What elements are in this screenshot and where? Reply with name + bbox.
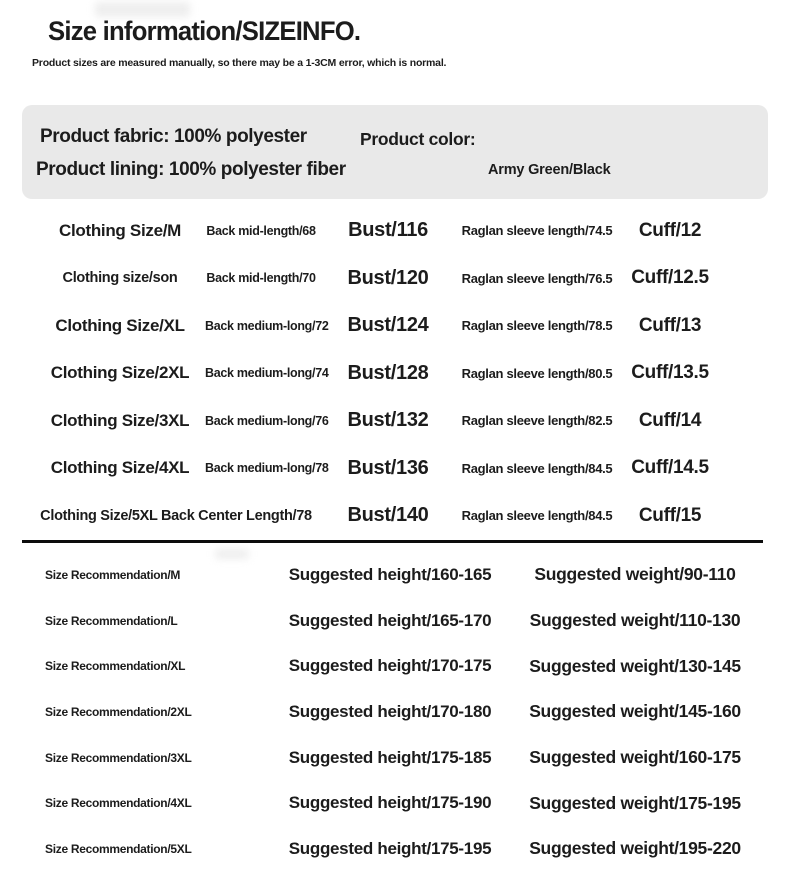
size-cell-bust: Bust/124 (347, 314, 429, 337)
rec-suggested-weight: Suggested weight/110-130 (529, 610, 741, 631)
product-info-panel (22, 105, 768, 199)
rec-size-label: Size Recommendation/5XL (45, 841, 192, 856)
size-cell-bust: Bust/120 (347, 266, 429, 289)
size-cell-bust: Bust/128 (347, 361, 429, 384)
smudge (95, 2, 190, 17)
size-cell-cuff: Cuff/14 (638, 409, 702, 431)
size-cell-bust: Bust/140 (347, 504, 429, 527)
size-table-row (0, 350, 790, 398)
rec-suggested-weight: Suggested weight/130-145 (529, 655, 741, 676)
size-cell-sleeve: Raglan sleeve length/76.5 (461, 270, 613, 286)
size-table-row (0, 445, 790, 493)
rec-suggested-weight: Suggested weight/195-220 (529, 838, 741, 859)
section-divider (22, 540, 763, 543)
rec-suggested-weight: Suggested weight/175-195 (529, 792, 741, 813)
size-cell-clothing-size: Clothing Size/2XL (50, 363, 190, 383)
size-cell-clothing-size: Clothing Size/3XL (50, 410, 190, 430)
rec-suggested-weight: Suggested weight/160-175 (529, 747, 741, 768)
size-cell-back-length: Back medium-long/76 (205, 413, 329, 428)
rec-suggested-height: Suggested height/170-175 (288, 656, 492, 676)
size-cell-back-length: Back medium-long/78 (205, 461, 329, 476)
recommendation-row (0, 735, 790, 781)
size-cell-back-length: Back medium-long/74 (205, 366, 329, 381)
size-table-row (0, 492, 790, 540)
rec-suggested-height: Suggested height/175-195 (288, 838, 492, 858)
rec-size-label: Size Recommendation/XL (45, 659, 186, 674)
recommendation-row (0, 826, 790, 872)
size-table-row (0, 397, 790, 445)
recommendation-row (0, 552, 790, 598)
size-cell-sleeve: Raglan sleeve length/78.5 (461, 318, 613, 334)
rec-size-label: Size Recommendation/3XL (45, 750, 192, 765)
rec-size-label: Size Recommendation/4XL (45, 796, 192, 811)
rec-size-label: Size Recommendation/M (45, 567, 181, 582)
size-cell-cuff: Cuff/14.5 (631, 457, 709, 479)
size-cell-sleeve: Raglan sleeve length/82.5 (461, 413, 613, 429)
recommendation-row (0, 780, 790, 826)
rec-size-label: Size Recommendation/2XL (45, 704, 192, 719)
size-cell-bust: Bust/136 (347, 456, 429, 479)
rec-suggested-height: Suggested height/175-190 (288, 793, 492, 813)
rec-suggested-weight: Suggested weight/90-110 (534, 564, 736, 585)
size-cell-cuff: Cuff/13 (638, 314, 702, 336)
size-table-row (0, 207, 790, 255)
size-cell-sleeve: Raglan sleeve length/74.5 (461, 223, 613, 239)
size-cell-bust: Bust/132 (347, 409, 429, 432)
size-cell-back-length: Back medium-long/72 (205, 318, 329, 333)
size-table-row (0, 302, 790, 350)
recommendation-row (0, 643, 790, 689)
size-cell-sleeve: Raglan sleeve length/84.5 (461, 460, 613, 476)
size-cell-bust: Bust/116 (348, 219, 428, 242)
product-color-value: Army Green/Black (488, 162, 611, 178)
product-lining-text: Product lining: 100% polyester fiber (36, 159, 346, 180)
size-cell-clothing-size: Clothing Size/XL (55, 315, 185, 335)
size-cell-back-length: Back mid-length/70 (206, 271, 316, 286)
product-fabric-text: Product fabric: 100% polyester (40, 126, 307, 147)
size-cell-cuff: Cuff/12.5 (631, 267, 709, 289)
size-cell-clothing-size: Clothing size/son (62, 270, 178, 287)
size-cell-clothing-size: Clothing Size/4XL (50, 458, 190, 478)
size-cell-cuff: Cuff/15 (638, 504, 702, 526)
size-cell-back-length: Back mid-length/68 (206, 223, 316, 238)
size-cell-cuff: Cuff/12 (638, 219, 702, 241)
size-table (0, 207, 790, 540)
page-subtitle: Product sizes are measured manually, so there may be a 1-3CM error, which is normal. (32, 57, 447, 69)
rec-suggested-height: Suggested height/160-165 (288, 564, 492, 584)
size-cell-clothing-size: Clothing Size/M (58, 220, 182, 240)
size-table-row (0, 255, 790, 303)
rec-suggested-height: Suggested height/170-180 (288, 701, 492, 721)
rec-size-label: Size Recommendation/L (45, 613, 178, 628)
recommendation-row (0, 689, 790, 735)
recommendation-row (0, 598, 790, 644)
rec-suggested-height: Suggested height/175-185 (288, 747, 492, 767)
product-color-label: Product color: (360, 129, 476, 149)
size-cell-sleeve: Raglan sleeve length/84.5 (461, 508, 613, 524)
recommendation-table (0, 552, 790, 872)
rec-suggested-height: Suggested height/165-170 (288, 610, 492, 630)
page-title: Size information/SIZEINFO. (48, 16, 361, 46)
size-cell-clothing-size-merged: Clothing Size/5XL Back Center Length/78 (40, 507, 312, 524)
rec-suggested-weight: Suggested weight/145-160 (529, 701, 741, 722)
size-cell-sleeve: Raglan sleeve length/80.5 (461, 365, 613, 381)
size-cell-cuff: Cuff/13.5 (631, 362, 709, 384)
